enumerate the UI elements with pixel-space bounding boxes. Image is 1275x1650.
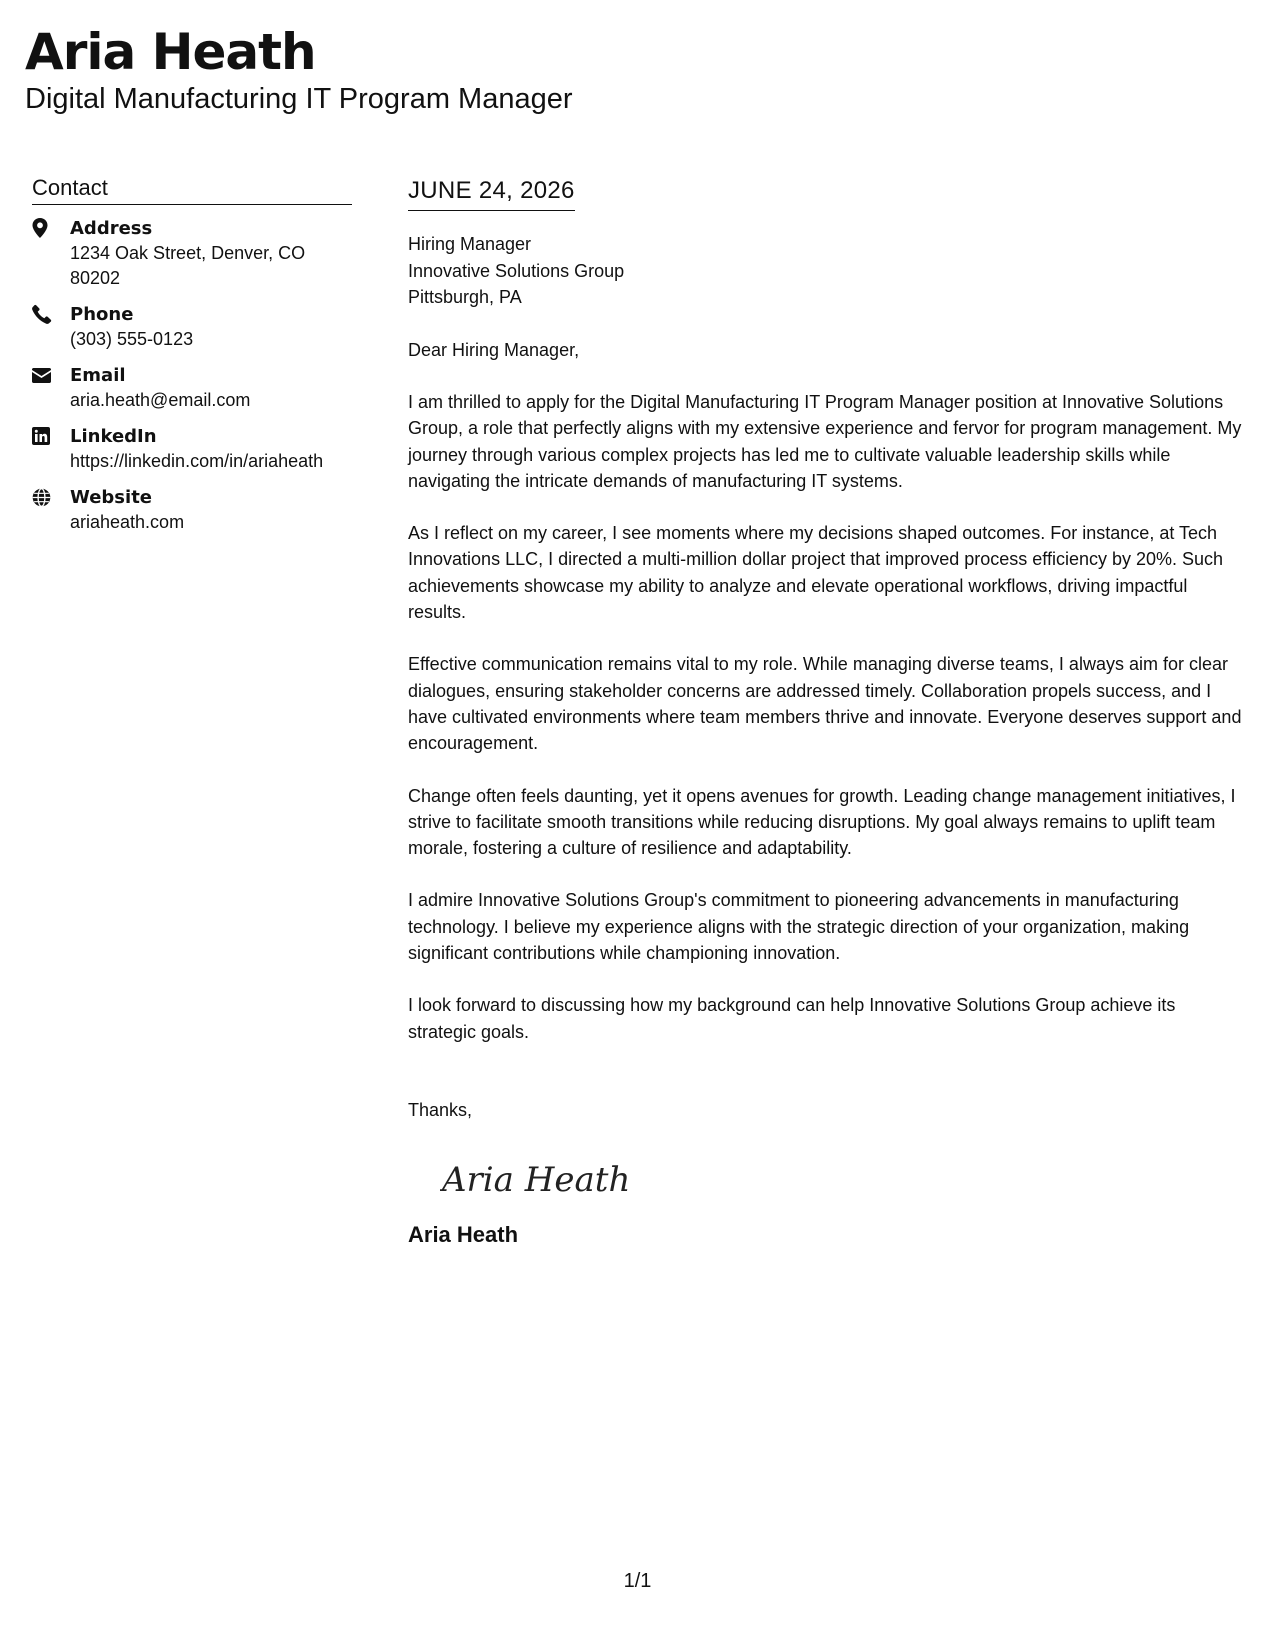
recipient-location: Pittsburgh, PA (408, 287, 522, 307)
contact-item-address (32, 217, 352, 291)
contact-item-phone (32, 303, 352, 352)
signed-name: Aria Heath (408, 1221, 519, 1247)
website-value: ariaheath.com (70, 512, 185, 532)
map-pin-icon (32, 217, 70, 239)
contact-sidebar (32, 174, 352, 547)
contact-label: Phone (70, 304, 134, 325)
contact-label: Address (70, 218, 153, 239)
recipient-block (408, 231, 1248, 311)
signature-text: Aria Heath (442, 1159, 631, 1200)
address-value: 1234 Oak Street, Denver, CO 80202 (70, 243, 306, 288)
contact-label: Website (70, 487, 153, 508)
closing-line: Thanks, (408, 1099, 473, 1120)
resume-header (25, 22, 573, 116)
contact-label: LinkedIn (70, 426, 157, 447)
contact-item-email (32, 364, 352, 413)
letter-paragraph: I look forward to discussing how my background can help Innovative Solutions Group achieve its strategic goals. (408, 995, 1176, 1042)
letter-paragraph: I admire Innovative Solutions Group's commitment to pioneering advancements in manufacturing technology. I believe my experience aligns with the strategic direction of your organization, making significant contributions while championing innovation. (408, 890, 1190, 964)
applicant-name: Aria Heath (25, 23, 316, 81)
contact-label: Email (70, 365, 126, 386)
linkedin-icon (32, 425, 70, 447)
email-value: aria.heath@email.com (70, 390, 251, 410)
letter-paragraph: Effective communication remains vital to my role. While managing diverse teams, I always aim for clear dialogues, ensuring stakeholder concerns are addressed timely. Collaboration propels success, and I have cultivated environments where team members thrive and innovate. Everyone deserves support and encouragement. (408, 654, 1242, 754)
envelope-icon (32, 364, 70, 386)
letter-paragraph: Change often feels daunting, yet it opens avenues for growth. Leading change management initiatives, I strive to facilitate smooth transitions while reducing disruptions. My goal always remains to uplift team morale, fostering a culture of resilience and adaptability. (408, 785, 1236, 859)
contact-item-linkedin (32, 425, 352, 474)
handwritten-signature (440, 1147, 1248, 1211)
linkedin-value: https://linkedin.com/in/ariaheath (70, 451, 324, 471)
letter-date: JUNE 24, 2026 (408, 176, 575, 211)
applicant-title: Digital Manufacturing IT Program Manager (25, 83, 573, 115)
salutation: Dear Hiring Manager, (408, 339, 580, 360)
recipient-company: Innovative Solutions Group (408, 260, 625, 281)
page-number: 1/1 (623, 1570, 652, 1592)
contact-heading: Contact (32, 174, 352, 205)
contact-item-website (32, 486, 352, 535)
cover-letter-body (408, 176, 1248, 1249)
letter-paragraph: As I reflect on my career, I see moments where my decisions shaped outcomes. For instance, at Tech Innovations LLC, I directed a multi-million dollar project that improved process efficiency by 20%. Such achievements showcase my ability to analyze and elevate operational workflows, driving impactful results. (408, 523, 1224, 623)
recipient-name: Hiring Manager (408, 234, 532, 254)
phone-value: (303) 555-0123 (70, 329, 194, 349)
phone-icon (32, 303, 70, 325)
letter-paragraph: I am thrilled to apply for the Digital Manufacturing IT Program Manager position at Innovative Solutions Group, a role that perfectly aligns with my extensive experience and fervor for program management. My journey through various complex projects has led me to cultivate valuable leadership skills while navigating the intricate demands of manufacturing IT systems. (408, 392, 1242, 491)
globe-icon (32, 486, 70, 508)
